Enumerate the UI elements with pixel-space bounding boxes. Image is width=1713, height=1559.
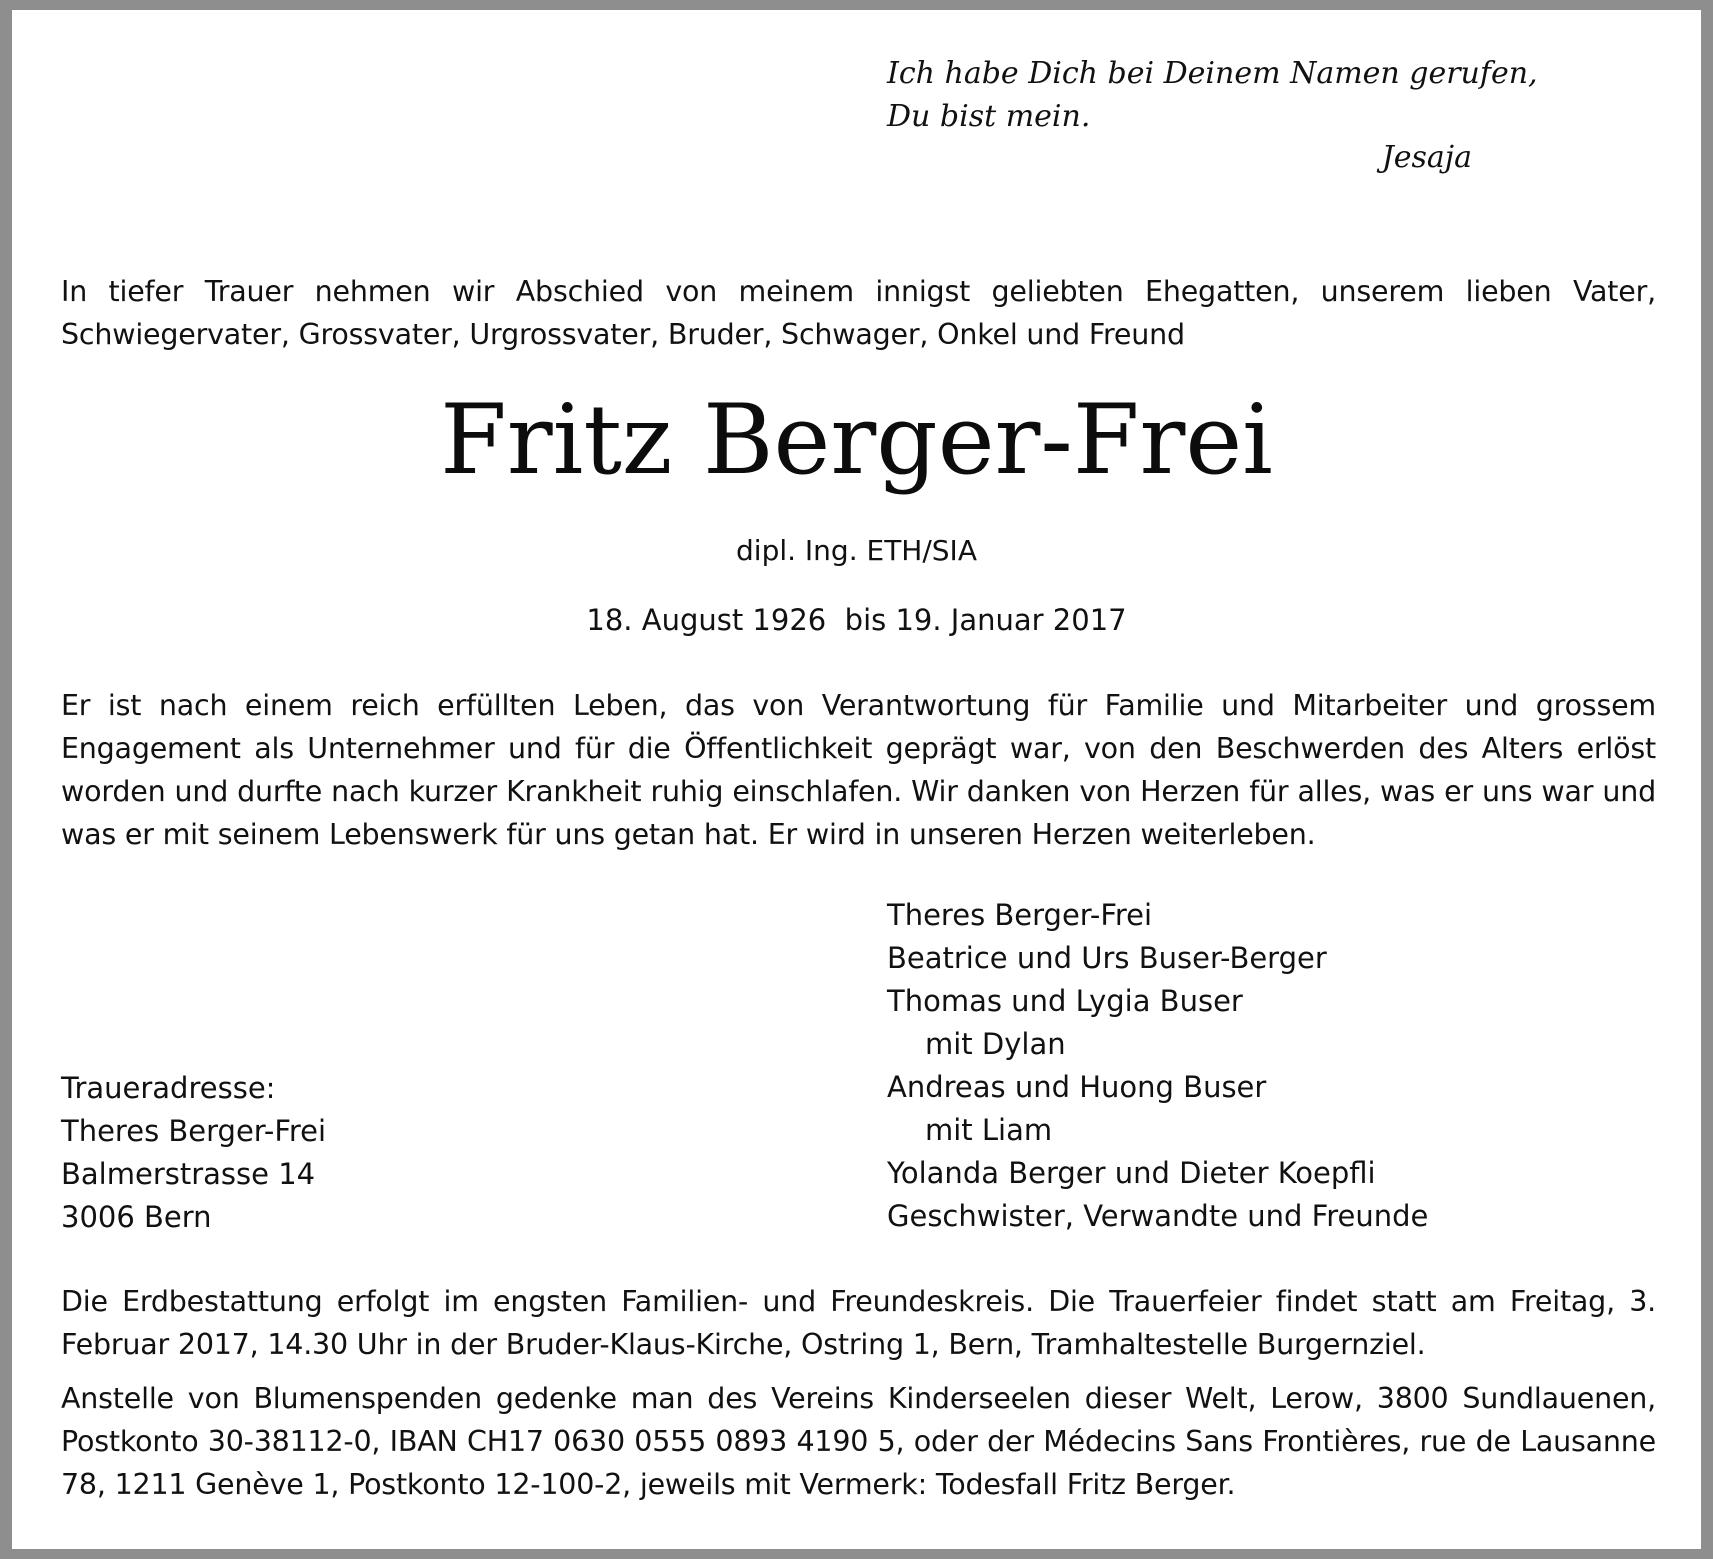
donation-paragraph: Anstelle von Blumenspenden gedenke man des Vereins Kinderseelen dieser Welt, Lerow, 3800 Sundlauenen, Postkonto 30-38112-0, IBAN CH17 0630 0555 0893 4190 5, oder der Médecins Sans Frontières, rue de Lausanne 78, 1211 Genève 1, Postkonto 12-100-2, jeweils mit Vermerk: Todesfall Fritz Berger. [61,1382,1656,1501]
obituary-notice [12,10,1701,1549]
quote-line-2: Du bist mein. [887,99,1091,134]
mourner-item: Yolanda Berger und Dieter Koepfli [887,1156,1376,1190]
mourner-item: Andreas und Huong Buser [887,1070,1267,1104]
deceased-title: dipl. Ing. ETH/SIA [736,534,977,567]
address-street: Balmerstrasse 14 [61,1157,316,1191]
mourner-item: Beatrice und Urs Buser-Berger [887,941,1327,975]
intro-paragraph: In tiefer Trauer nehmen wir Abschied von meinem innigst geliebten Ehegatten, unserem lieben Vater, Schwiegervater, Grossvater, Urgrossvater, Bruder, Schwager, Onkel und Freund [61,275,1656,351]
address-name: Theres Berger-Frei [61,1114,327,1148]
mourner-item: mit Liam [925,1113,1053,1147]
tribute-paragraph: Er ist nach einem reich erfüllten Leben, das von Verantwortung für Familie und Mitarbeiter und grossem Engagement als Unternehmer und für die Öffentlichkeit geprägt war, von den Beschwerden des Alters erlöst worden und durfte nach kurzer Krankheit ruhig einschlafen. Wir danken von Herzen für alles, was er uns war und was er mit seinem Lebenswerk für uns getan hat. Er wird in unseren Herzen weiterleben. [61,689,1656,851]
deceased-name: Fritz Berger-Frei [440,384,1273,496]
mourning-address [61,1067,561,1239]
bible-quote [887,52,1538,138]
mourner-item: Geschwister, Verwandte und Freunde [887,1199,1429,1233]
mourner-item: Thomas und Lygia Buser [887,984,1243,1018]
address-label: Traueradresse: [61,1071,276,1105]
life-dates: 18. August 1926 bis 19. Januar 2017 [586,603,1127,637]
mourners-list [887,894,1667,1238]
mourner-item: mit Dylan [925,1027,1066,1061]
quote-line-1: Ich habe Dich bei Deinem Namen gerufen, [887,56,1538,91]
address-city: 3006 Bern [61,1200,212,1234]
mourner-item: Theres Berger-Frei [887,898,1153,932]
quote-source: Jesaja [1381,140,1472,175]
burial-paragraph: Die Erdbestattung erfolgt im engsten Familien- und Freundeskreis. Die Trauerfeier findet statt am Freitag, 3. Februar 2017, 14.30 Uhr in der Bruder-Klaus-Kirche, Ostring 1, Bern, Tramhaltestelle Burgernziel. [61,1285,1656,1361]
